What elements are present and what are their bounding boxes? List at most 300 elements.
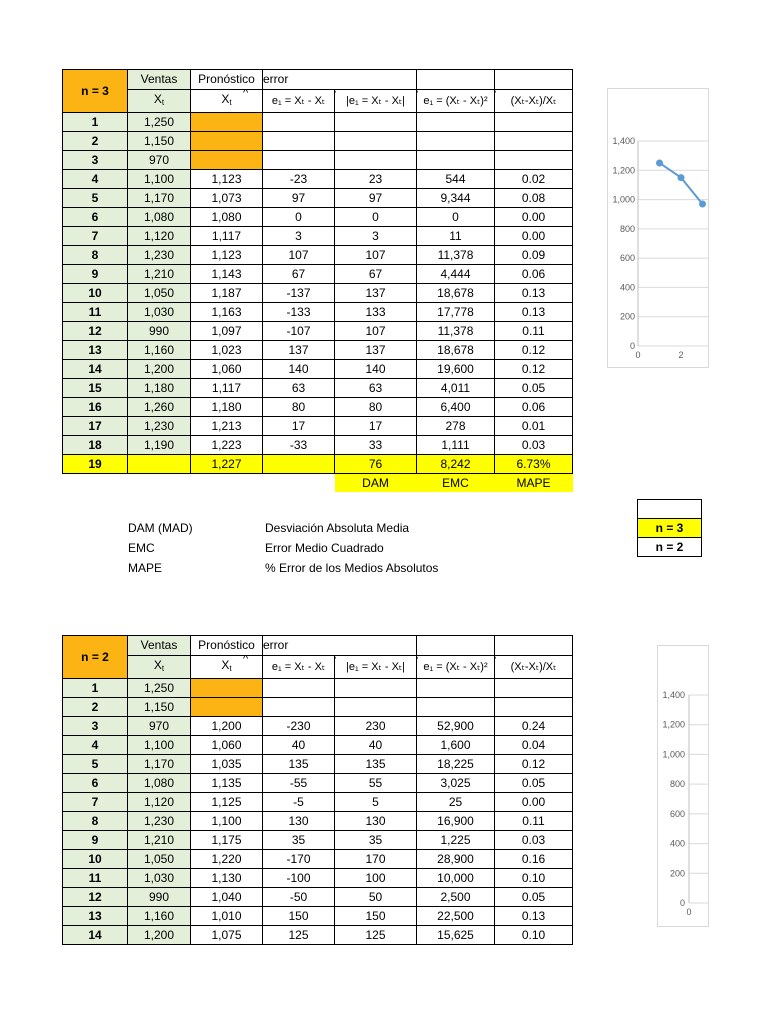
error-formula-header: e₁ = Xₜ - Xₜ <box>263 90 335 113</box>
sales-cell: 1,150 <box>128 132 191 151</box>
pct-error-header: (Xₜ-Xₜ)/Xₜ ^ <box>495 656 573 679</box>
sq-error-cell: 16,900 <box>417 812 495 831</box>
sq-error-cell: 15,625 <box>417 926 495 945</box>
period-cell: 5 <box>63 755 128 774</box>
table-row <box>63 698 573 717</box>
period-cell: 18 <box>63 436 128 455</box>
y-tick-label: 1,200 <box>662 719 685 730</box>
sq-error-cell <box>417 132 495 151</box>
error-cell: 107 <box>263 246 335 265</box>
abs-error-cell: 55 <box>335 774 417 793</box>
chart-n2-svg <box>658 646 708 926</box>
sales-cell: 1,160 <box>128 907 191 926</box>
y-tick-label: 1,000 <box>662 749 685 760</box>
abs-error-cell: 135 <box>335 755 417 774</box>
period-cell: 12 <box>63 888 128 907</box>
abs-error-cell: 33 <box>335 436 417 455</box>
abs-error-cell: 63 <box>335 379 417 398</box>
error-cell: 150 <box>263 907 335 926</box>
series-line <box>660 163 703 204</box>
forecast-cell: 1,187 <box>191 284 263 303</box>
abs-error-cell: 35 <box>335 831 417 850</box>
sq-error-cell: 11,378 <box>417 246 495 265</box>
sales-cell: 990 <box>128 322 191 341</box>
sq-error-cell: 11 <box>417 227 495 246</box>
forecast-cell: 1,213 <box>191 417 263 436</box>
error-cell: 40 <box>263 736 335 755</box>
y-tick-label: 1,400 <box>662 690 685 700</box>
error-cell: -100 <box>263 869 335 888</box>
forecast-cell: 1,123 <box>191 170 263 189</box>
pct-error-cell: 0.16 <box>495 850 573 869</box>
error-header: error <box>263 70 335 90</box>
error-cell: 67 <box>263 265 335 284</box>
total-period: 19 <box>63 455 128 474</box>
squared-error-header: e₁ = (Xₜ - Xₜ)² ^ <box>417 656 495 679</box>
sq-error-cell: 2,500 <box>417 888 495 907</box>
abs-error-cell: 140 <box>335 360 417 379</box>
sales-cell: 990 <box>128 888 191 907</box>
sales-cell: 1,190 <box>128 436 191 455</box>
table-row <box>63 322 573 341</box>
blank-header <box>417 70 495 90</box>
error-cell: 63 <box>263 379 335 398</box>
forecast-cell: 1,035 <box>191 755 263 774</box>
pct-error-cell: 0.24 <box>495 717 573 736</box>
pct-error-cell: 0.13 <box>495 284 573 303</box>
table-row <box>63 208 573 227</box>
legend-desc: % Error de los Medios Absolutos <box>265 561 439 575</box>
y-tick-label: 200 <box>619 311 635 322</box>
table-row <box>63 736 573 755</box>
data-point <box>656 159 663 166</box>
pronostico-header: Pronóstico <box>191 636 263 656</box>
pct-error-cell: 0.01 <box>495 417 573 436</box>
table-row <box>63 303 573 322</box>
table-row <box>63 360 573 379</box>
chart-n3 <box>607 88 709 368</box>
sq-error-cell: 9,344 <box>417 189 495 208</box>
sales-cell: 1,180 <box>128 379 191 398</box>
emc-value: 8,242 <box>417 455 495 474</box>
error-cell: 140 <box>263 360 335 379</box>
chart-n2 <box>657 645 709 927</box>
error-cell: -133 <box>263 303 335 322</box>
data-point <box>678 174 685 181</box>
sales-cell: 1,250 <box>128 113 191 132</box>
xt-header: $X_t$ <box>128 656 191 679</box>
error-cell: -5 <box>263 793 335 812</box>
sq-error-cell: 4,011 <box>417 379 495 398</box>
forecast-cell: 1,097 <box>191 322 263 341</box>
selector-option-n3[interactable]: n = 3 <box>638 519 702 538</box>
table-row <box>63 265 573 284</box>
y-tick-label: 600 <box>619 253 635 264</box>
table-n2 <box>62 635 573 945</box>
period-cell: 7 <box>63 793 128 812</box>
n-label: n = 2 <box>63 636 128 679</box>
y-tick-label: 600 <box>669 808 685 819</box>
table-row <box>63 417 573 436</box>
abs-error-cell: 17 <box>335 417 417 436</box>
table-row <box>63 170 573 189</box>
y-tick-label: 1,000 <box>612 194 635 205</box>
sales-cell: 970 <box>128 151 191 170</box>
pct-error-cell: 0.00 <box>495 793 573 812</box>
y-tick-label: 400 <box>619 282 635 293</box>
error-cell: -137 <box>263 284 335 303</box>
legend-abbr: MAPE <box>128 561 163 575</box>
table-row <box>63 113 573 132</box>
sq-error-cell: 1,111 <box>417 436 495 455</box>
error-cell: 3 <box>263 227 335 246</box>
pct-error-cell: 0.03 <box>495 436 573 455</box>
ventas-header: Ventas <box>128 70 191 90</box>
forecast-cell: 1,075 <box>191 926 263 945</box>
sales-cell: 970 <box>128 717 191 736</box>
table-row <box>63 679 573 698</box>
blank-header <box>335 70 417 90</box>
pct-error-cell: 0.03 <box>495 831 573 850</box>
sq-error-cell: 17,778 <box>417 303 495 322</box>
pct-error-cell: 0.00 <box>495 208 573 227</box>
n-selector <box>637 499 702 557</box>
abs-error-cell: 80 <box>335 398 417 417</box>
abs-error-cell <box>335 113 417 132</box>
abs-error-header: |e₁ = Xₜ - Xₜ| ^ <box>335 656 417 679</box>
period-cell: 6 <box>63 774 128 793</box>
sales-cell: 1,030 <box>128 303 191 322</box>
forecast-cell <box>191 679 263 698</box>
forecast-cell: 1,163 <box>191 303 263 322</box>
x-tick-label: 2 <box>678 350 684 360</box>
pct-error-cell <box>495 698 573 717</box>
error-cell <box>263 132 335 151</box>
pct-error-cell: 0.05 <box>495 379 573 398</box>
table-row <box>63 793 573 812</box>
forecast-cell: 1,135 <box>191 774 263 793</box>
legend-desc: Error Medio Cuadrado <box>265 541 384 555</box>
error-header: error <box>263 636 335 656</box>
forecast-cell: 1,117 <box>191 379 263 398</box>
forecast-cell <box>191 113 263 132</box>
table-row <box>63 379 573 398</box>
dam-label: DAM <box>335 474 417 493</box>
error-cell: 0 <box>263 208 335 227</box>
xt-hat-header: $X_t$ ^ <box>191 90 263 113</box>
pct-error-cell: 0.11 <box>495 812 573 831</box>
sales-cell: 1,120 <box>128 227 191 246</box>
abs-error-cell <box>335 698 417 717</box>
sq-error-cell: 19,600 <box>417 360 495 379</box>
legend-desc: Desviación Absoluta Media <box>265 521 410 535</box>
period-cell: 3 <box>63 151 128 170</box>
abs-error-cell: 50 <box>335 888 417 907</box>
sq-error-cell: 1,600 <box>417 736 495 755</box>
selector-option-n2[interactable]: n = 2 <box>638 538 702 557</box>
total-x <box>128 455 191 474</box>
forecast-cell: 1,175 <box>191 831 263 850</box>
y-tick-label: 800 <box>669 779 685 790</box>
abs-error-cell: 23 <box>335 170 417 189</box>
sales-cell: 1,230 <box>128 246 191 265</box>
sales-cell: 1,050 <box>128 850 191 869</box>
table-row <box>63 907 573 926</box>
abs-error-cell: 230 <box>335 717 417 736</box>
forecast-cell: 1,010 <box>191 907 263 926</box>
period-cell: 17 <box>63 417 128 436</box>
total-e <box>263 455 335 474</box>
table-row <box>63 755 573 774</box>
period-cell: 6 <box>63 208 128 227</box>
table-row <box>63 869 573 888</box>
blank-header <box>495 70 573 90</box>
period-cell: 7 <box>63 227 128 246</box>
sq-error-cell: 25 <box>417 793 495 812</box>
pct-error-cell <box>495 132 573 151</box>
forecast-cell: 1,080 <box>191 208 263 227</box>
pct-error-cell: 0.08 <box>495 189 573 208</box>
y-tick-label: 0 <box>679 898 685 908</box>
sq-error-cell: 22,500 <box>417 907 495 926</box>
forecast-cell: 1,073 <box>191 189 263 208</box>
forecast-cell: 1,223 <box>191 436 263 455</box>
period-cell: 2 <box>63 698 128 717</box>
period-cell: 14 <box>63 926 128 945</box>
table-row <box>63 888 573 907</box>
y-tick-label: 400 <box>669 838 685 849</box>
abs-error-cell: 5 <box>335 793 417 812</box>
table-row <box>63 284 573 303</box>
table-row <box>63 189 573 208</box>
abs-error-cell: 150 <box>335 907 417 926</box>
forecast-cell: 1,040 <box>191 888 263 907</box>
error-cell: 17 <box>263 417 335 436</box>
abs-error-cell <box>335 132 417 151</box>
forecast-cell: 1,130 <box>191 869 263 888</box>
abs-error-cell: 97 <box>335 189 417 208</box>
period-cell: 13 <box>63 907 128 926</box>
abs-error-cell: 130 <box>335 812 417 831</box>
blank-header <box>495 636 573 656</box>
pct-error-cell <box>495 679 573 698</box>
forecast-cell: 1,100 <box>191 812 263 831</box>
sq-error-cell: 18,678 <box>417 341 495 360</box>
forecast-cell: 1,125 <box>191 793 263 812</box>
table-row <box>63 850 573 869</box>
pct-error-cell: 0.06 <box>495 265 573 284</box>
pct-error-cell: 0.13 <box>495 303 573 322</box>
abs-error-cell: 137 <box>335 341 417 360</box>
abs-error-cell: 137 <box>335 284 417 303</box>
table-row <box>63 246 573 265</box>
table-row <box>63 227 573 246</box>
sq-error-cell: 11,378 <box>417 322 495 341</box>
period-cell: 14 <box>63 360 128 379</box>
legend-abbr: EMC <box>128 541 155 555</box>
forecast-cell: 1,023 <box>191 341 263 360</box>
period-cell: 4 <box>63 170 128 189</box>
table-row <box>63 436 573 455</box>
period-cell: 11 <box>63 869 128 888</box>
table-row <box>63 926 573 945</box>
period-cell: 9 <box>63 831 128 850</box>
abs-error-cell <box>335 151 417 170</box>
pct-error-cell: 0.05 <box>495 774 573 793</box>
error-cell: 130 <box>263 812 335 831</box>
forecast-cell: 1,123 <box>191 246 263 265</box>
pct-error-cell: 0.10 <box>495 869 573 888</box>
error-cell: 97 <box>263 189 335 208</box>
sq-error-cell: 52,900 <box>417 717 495 736</box>
table-row <box>63 831 573 850</box>
forecast-cell <box>191 698 263 717</box>
error-cell: -230 <box>263 717 335 736</box>
error-cell: 125 <box>263 926 335 945</box>
forecast-cell: 1,060 <box>191 360 263 379</box>
xt-header: $X_t$ <box>128 90 191 113</box>
error-cell <box>263 698 335 717</box>
blank-header <box>417 636 495 656</box>
abs-error-cell <box>335 679 417 698</box>
period-cell: 1 <box>63 113 128 132</box>
abs-error-cell: 40 <box>335 736 417 755</box>
abs-error-cell: 100 <box>335 869 417 888</box>
error-cell: -33 <box>263 436 335 455</box>
pct-error-cell <box>495 151 573 170</box>
sq-error-cell <box>417 679 495 698</box>
period-cell: 2 <box>63 132 128 151</box>
next-forecast: 1,227 <box>191 455 263 474</box>
period-cell: 5 <box>63 189 128 208</box>
pct-error-cell: 0.05 <box>495 888 573 907</box>
sales-cell: 1,170 <box>128 189 191 208</box>
pct-error-cell: 0.00 <box>495 227 573 246</box>
period-cell: 1 <box>63 679 128 698</box>
sales-cell: 1,200 <box>128 926 191 945</box>
sq-error-cell: 3,025 <box>417 774 495 793</box>
table-row <box>63 774 573 793</box>
sales-cell: 1,030 <box>128 869 191 888</box>
table-row <box>63 132 573 151</box>
error-cell: 80 <box>263 398 335 417</box>
sales-cell: 1,210 <box>128 265 191 284</box>
table-n3 <box>62 69 573 492</box>
error-cell <box>263 679 335 698</box>
chart-n3-svg <box>608 89 708 367</box>
sq-error-cell: 278 <box>417 417 495 436</box>
error-cell: 135 <box>263 755 335 774</box>
pct-error-cell: 0.12 <box>495 360 573 379</box>
pronostico-header: Pronóstico <box>191 70 263 90</box>
pct-error-cell: 0.04 <box>495 736 573 755</box>
period-cell: 3 <box>63 717 128 736</box>
sq-error-cell: 0 <box>417 208 495 227</box>
table-row <box>63 341 573 360</box>
sq-error-cell <box>417 113 495 132</box>
error-cell: -23 <box>263 170 335 189</box>
abs-error-header: |e₁ = Xₜ - Xₜ| ^ <box>335 90 417 113</box>
selector-blank <box>638 500 702 519</box>
sq-error-cell: 544 <box>417 170 495 189</box>
x-tick-label: 0 <box>686 907 692 917</box>
period-cell: 16 <box>63 398 128 417</box>
abs-error-cell: 0 <box>335 208 417 227</box>
pct-error-cell: 0.12 <box>495 341 573 360</box>
sales-cell: 1,230 <box>128 812 191 831</box>
sales-cell: 1,080 <box>128 774 191 793</box>
error-cell: -170 <box>263 850 335 869</box>
period-cell: 10 <box>63 284 128 303</box>
error-cell <box>263 151 335 170</box>
x-tick-label: 0 <box>635 350 641 360</box>
blank-header <box>335 636 417 656</box>
table-row <box>63 151 573 170</box>
pct-error-cell: 0.11 <box>495 322 573 341</box>
sales-cell: 1,150 <box>128 698 191 717</box>
abs-error-cell: 170 <box>335 850 417 869</box>
period-cell: 15 <box>63 379 128 398</box>
forecast-cell <box>191 132 263 151</box>
sales-cell: 1,200 <box>128 360 191 379</box>
sales-cell: 1,250 <box>128 679 191 698</box>
error-formula-header: e₁ = Xₜ - Xₜ <box>263 656 335 679</box>
sales-cell: 1,120 <box>128 793 191 812</box>
data-point <box>699 200 706 207</box>
mape-value: 6.73% <box>495 455 573 474</box>
y-tick-label: 800 <box>619 223 635 234</box>
table-row <box>63 717 573 736</box>
error-cell: -50 <box>263 888 335 907</box>
mape-label: MAPE <box>495 474 573 493</box>
pct-error-cell: 0.02 <box>495 170 573 189</box>
abs-error-cell: 3 <box>335 227 417 246</box>
sq-error-cell: 6,400 <box>417 398 495 417</box>
sales-cell: 1,100 <box>128 736 191 755</box>
period-cell: 13 <box>63 341 128 360</box>
abs-error-cell: 107 <box>335 322 417 341</box>
abs-error-cell: 125 <box>335 926 417 945</box>
forecast-cell: 1,180 <box>191 398 263 417</box>
sales-cell: 1,160 <box>128 341 191 360</box>
abs-error-cell: 67 <box>335 265 417 284</box>
sales-cell: 1,100 <box>128 170 191 189</box>
y-tick-label: 1,400 <box>612 136 635 146</box>
period-cell: 12 <box>63 322 128 341</box>
pct-error-cell: 0.06 <box>495 398 573 417</box>
sales-cell: 1,260 <box>128 398 191 417</box>
period-cell: 4 <box>63 736 128 755</box>
period-cell: 8 <box>63 246 128 265</box>
error-cell: 35 <box>263 831 335 850</box>
period-cell: 9 <box>63 265 128 284</box>
sq-error-cell: 28,900 <box>417 850 495 869</box>
sq-error-cell: 1,225 <box>417 831 495 850</box>
table-row <box>63 398 573 417</box>
sales-cell: 1,050 <box>128 284 191 303</box>
squared-error-header: e₁ = (Xₜ - Xₜ)² ^ <box>417 90 495 113</box>
pct-error-cell <box>495 113 573 132</box>
sales-cell: 1,170 <box>128 755 191 774</box>
n-label: n = 3 <box>63 70 128 113</box>
y-tick-label: 1,200 <box>612 165 635 176</box>
sales-cell: 1,210 <box>128 831 191 850</box>
sales-cell: 1,080 <box>128 208 191 227</box>
forecast-cell: 1,220 <box>191 850 263 869</box>
abs-error-cell: 107 <box>335 246 417 265</box>
abs-error-cell: 133 <box>335 303 417 322</box>
y-tick-label: 200 <box>669 868 685 879</box>
